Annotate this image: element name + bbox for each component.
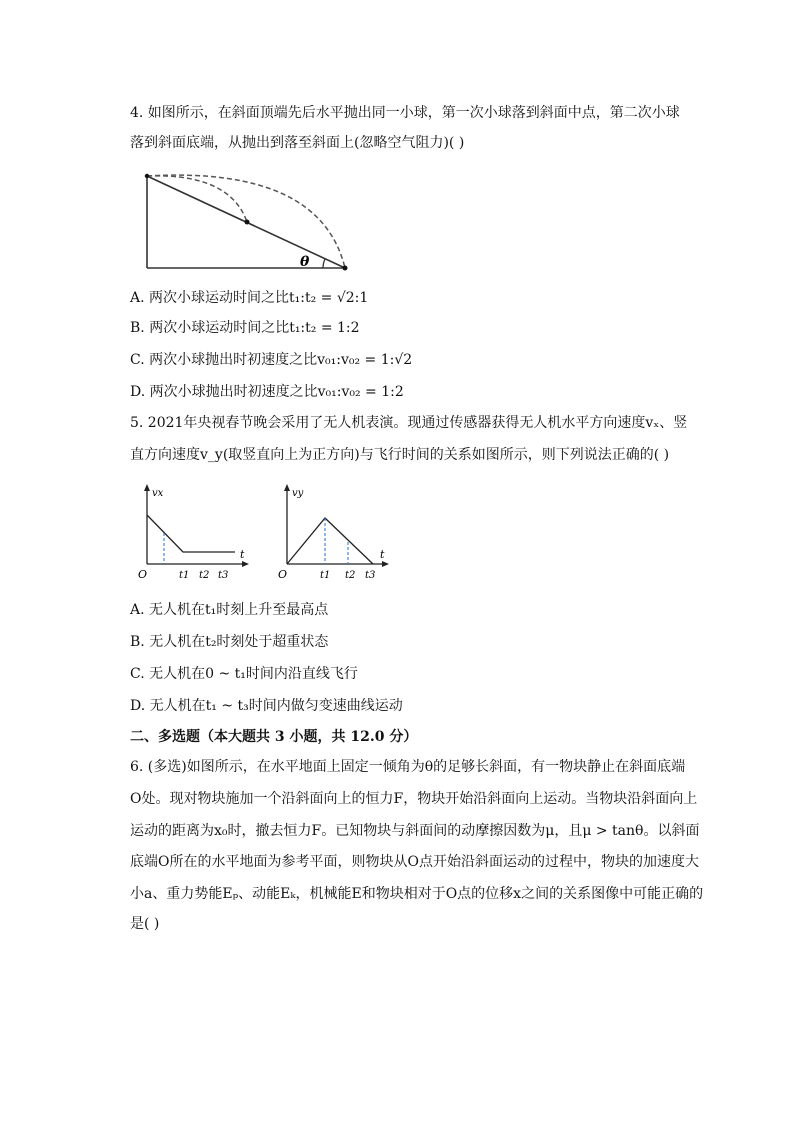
q4-option-a[interactable]: A. 两次小球运动时间之比t₁:t₂ = √2:1 <box>130 290 369 306</box>
q5-line-1: 5. 2021年央视春节晚会采用了无人机表演。现通过传感器获得无人机水平方向速度vₓ、竖 <box>130 415 688 431</box>
q6-line-1: 6. (多选)如图所示，在水平地面上固定一倾角为θ的足够长斜面，有一物块静止在斜面底端 <box>130 759 686 775</box>
vy-x-arrow <box>382 561 389 567</box>
launch-point <box>145 174 149 178</box>
vx-x-label: t <box>240 548 245 561</box>
q6-line-4: 底端O所在的水平地面为参考平面，则物块从O点开始沿斜面运动的过程中，物块的加速度大 <box>130 854 699 870</box>
vx-y-arrow <box>144 484 150 491</box>
vx-curve <box>147 515 235 552</box>
vx-tick-t3: t3 <box>218 570 229 581</box>
q6-line-2: O处。现对物块施加一个沿斜面向上的恒力F，物块开始沿斜面向上运动。当物块沿斜面向上 <box>130 791 698 807</box>
section-2-heading: 二、多选题（本大题共 3 小题，共 12.0 分） <box>130 729 418 745</box>
q4-option-b[interactable]: B. 两次小球运动时间之比t₁:t₂ = 1:2 <box>130 320 360 336</box>
q4-line-1: 4. 如图所示，在斜面顶端先后水平抛出同一小球，第一次小球落到斜面中点，第二次小球 <box>130 105 680 121</box>
landing-point-1 <box>245 220 250 225</box>
vy-y-label: vy <box>292 488 304 499</box>
vy-y-arrow <box>284 484 290 491</box>
vx-tick-t1: t1 <box>179 570 190 581</box>
vy-origin: O <box>278 568 288 581</box>
vy-tick-t2: t2 <box>345 570 356 581</box>
q6-line-5: 小a、重力势能Eₚ、动能Eₖ，机械能E和物块相对于O点的位移x之间的关系图像中可能正确的 <box>130 886 704 902</box>
vx-y-label: vx <box>152 488 164 499</box>
theta-label: θ <box>300 254 310 270</box>
q5-option-d[interactable]: D. 无人机在t₁ ~ t₃时间内做匀变速曲线运动 <box>130 698 403 714</box>
q4-line-2: 落到斜面底端，从抛出到落至斜面上(忽略空气阻力)( ) <box>130 135 465 151</box>
q5-option-c[interactable]: C. 无人机在0 ~ t₁时间内沿直线飞行 <box>130 666 358 682</box>
vx-tick-t2: t2 <box>199 570 210 581</box>
q6-line-6: 是( ) <box>130 916 160 932</box>
vx-x-arrow <box>242 561 249 567</box>
q5-line-2: 直方向速度v_y(取竖直向上为正方向)与飞行时间的关系如图所示，则下列说法正确的( ) <box>130 447 670 463</box>
q5-option-b[interactable]: B. 无人机在t₂时刻处于超重状态 <box>130 634 329 650</box>
vx-origin: O <box>138 568 148 581</box>
q6-line-3: 运动的距离为x₀时，撤去恒力F。已知物块与斜面间的动摩擦因数为μ，且μ > tanθ。以斜面 <box>130 823 700 839</box>
q4-option-d[interactable]: D. 两次小球抛出时初速度之比v₀₁:v₀₂ = 1:2 <box>130 384 404 400</box>
angle-arc <box>323 259 325 268</box>
q4-incline-figure <box>140 168 355 276</box>
landing-point-2 <box>343 266 348 271</box>
q5-vy-graph <box>275 482 395 584</box>
vy-tick-t1: t1 <box>320 570 331 581</box>
q4-option-c[interactable]: C. 两次小球抛出时初速度之比v₀₁:v₀₂ = 1:√2 <box>130 352 413 368</box>
vy-x-label: t <box>380 548 385 561</box>
vy-tick-t3: t3 <box>365 570 376 581</box>
q5-vx-graph <box>135 482 255 584</box>
vy-curve <box>287 518 373 564</box>
q5-option-a[interactable]: A. 无人机在t₁时刻上升至最高点 <box>130 602 329 618</box>
